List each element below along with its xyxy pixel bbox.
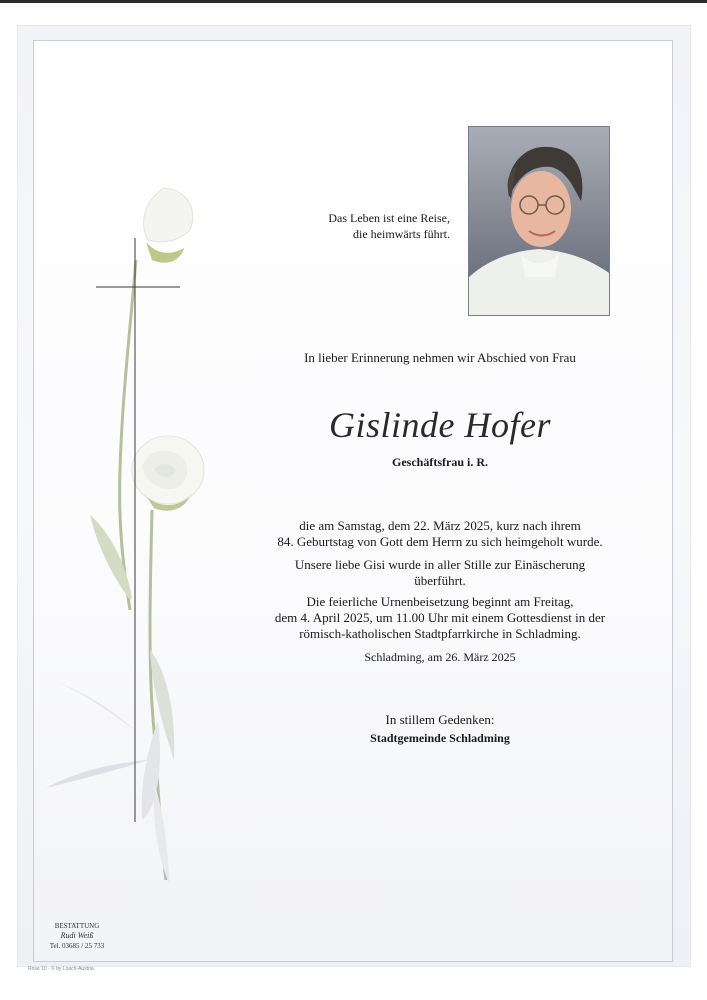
undertaker-phone: Tel. 03685 / 25 733 xyxy=(49,942,105,950)
cremation-line-1: Unsere liebe Gisi wurde in aller Stille zur Einäscherung xyxy=(294,557,586,572)
rose-bud-top xyxy=(144,188,193,263)
undertaker-block xyxy=(38,921,116,951)
death-line-1: die am Samstag, dem 22. März 2025, kurz nach ihrem xyxy=(299,518,581,533)
burial-paragraph xyxy=(250,594,630,642)
cremation-paragraph xyxy=(250,557,630,589)
deceased-occupation: Geschäftsfrau i. R. xyxy=(392,455,488,469)
undertaker-label: BESTATTUNG xyxy=(54,922,100,930)
burial-line-2: dem 4. April 2025, um 11.00 Uhr mit einem Gottesdienst in der xyxy=(274,610,606,625)
death-line-2: 84. Geburtstag von Gott dem Herrn zu sich heimgeholt wurde. xyxy=(277,534,603,549)
closing-signer: Stadtgemeinde Schladming xyxy=(370,731,510,745)
rose-cross-illustration xyxy=(38,170,238,890)
memorial-quote xyxy=(270,210,450,242)
intro-line: In lieber Erinnerung nehmen wir Abschied von Frau xyxy=(304,350,576,365)
cremation-line-2: überführt. xyxy=(414,573,466,588)
footer-note: Rose 10 · © by Loach-Austria xyxy=(28,966,94,972)
burial-line-3: römisch-katholischen Stadtpfarrkirche in Schladming. xyxy=(299,626,581,641)
undertaker-name: Rudi Weiß xyxy=(60,931,94,940)
quote-line-2: die heimwärts führt. xyxy=(353,227,450,241)
scan-edge xyxy=(0,0,707,3)
deceased-name: Gislinde Hofer xyxy=(329,405,551,445)
burial-line-1: Die feierliche Urnenbeisetzung beginnt am Freitag, xyxy=(306,594,574,609)
death-paragraph xyxy=(250,518,630,550)
portrait-photo xyxy=(468,126,610,316)
place-date-line: Schladming, am 26. März 2025 xyxy=(364,650,516,664)
quote-line-1: Das Leben ist eine Reise, xyxy=(328,211,450,225)
closing-label: In stillem Gedenken: xyxy=(385,712,495,727)
rose-bloom xyxy=(132,436,204,511)
